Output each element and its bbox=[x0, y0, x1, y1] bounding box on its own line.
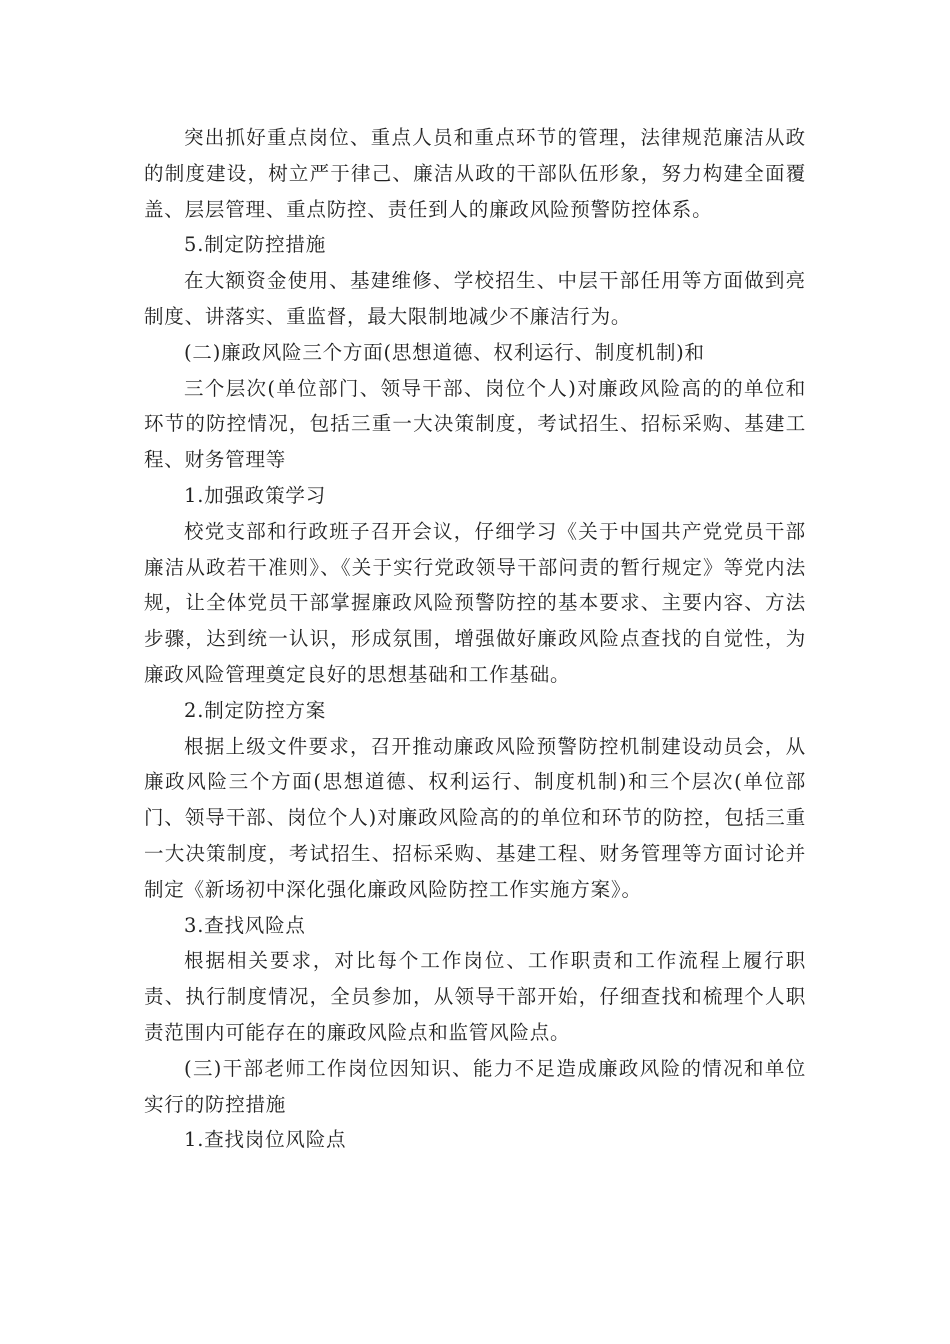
heading-5-control-measures: 5.制定防控措施 bbox=[184, 233, 327, 257]
paragraph-intro: 突出抓好重点岗位、重点人员和重点环节的管理，法律规范廉洁从政的制度建设，树立严于律己、廉洁从政的干部队伍形象，努力构建全面覆盖、层层管理、重点防控、责任到人的廉政风险预警防控体系。 bbox=[144, 126, 806, 221]
document-body bbox=[144, 120, 806, 1158]
heading-1-post-risk-points: 1.查找岗位风险点 bbox=[184, 1128, 347, 1152]
section-heading-2: (二)廉政风险三个方面(思想道德、权利运行、制度机制)和 bbox=[184, 340, 705, 364]
paragraph-find-risk-points: 根据相关要求，对比每个工作岗位、工作职责和工作流程上履行职责、执行制度情况，全员参加，从领导干部开始，仔细查找和梳理个人职责范围内可能存在的廉政风险点和监管风险点。 bbox=[144, 949, 806, 1044]
heading-1-policy-study: 1.加强政策学习 bbox=[184, 483, 327, 507]
heading-2-control-plan: 2.制定防控方案 bbox=[184, 698, 327, 722]
heading-3-find-risk-points: 3.查找风险点 bbox=[184, 913, 306, 937]
section-heading-3: (三)干部老师工作岗位因知识、能力不足造成廉政风险的情况和单位实行的防控措施 bbox=[144, 1056, 806, 1116]
paragraph-policy-study: 校党支部和行政班子召开会议，仔细学习《关于中国共产党党员干部廉洁从政若干准则》、《关于实行党政领导干部问责的暂行规定》等党内法规，让全体党员干部掌握廉政风险预警防控的基本要求、主要内容、方法步骤，达到统一认识，形成氛围，增强做好廉政风险点查找的自觉性，为廉政风险管理奠定良好的思想基础和工作基础。 bbox=[144, 519, 806, 686]
paragraph-control-measures: 在大额资金使用、基建维修、学校招生、中层干部任用等方面做到亮制度、讲落实、重监督，最大限制地减少不廉洁行为。 bbox=[144, 269, 806, 328]
paragraph-control-plan: 根据上级文件要求，召开推动廉政风险预警防控机制建设动员会，从廉政风险三个方面(思想道德、权利运行、制度机制)和三个层次(单位部门、领导干部、岗位个人)对廉政风险高的的单位和环节的防控，包括三重一大决策制度，考试招生、招标采购、基建工程、财务管理等方面讨论并制定《新场初中深化强化廉政风险防控工作实施方案》。 bbox=[144, 734, 806, 901]
paragraph-three-levels: 三个层次(单位部门、领导干部、岗位个人)对廉政风险高的的单位和环节的防控情况，包括三重一大决策制度，考试招生、招标采购、基建工程、财务管理等 bbox=[144, 376, 806, 472]
